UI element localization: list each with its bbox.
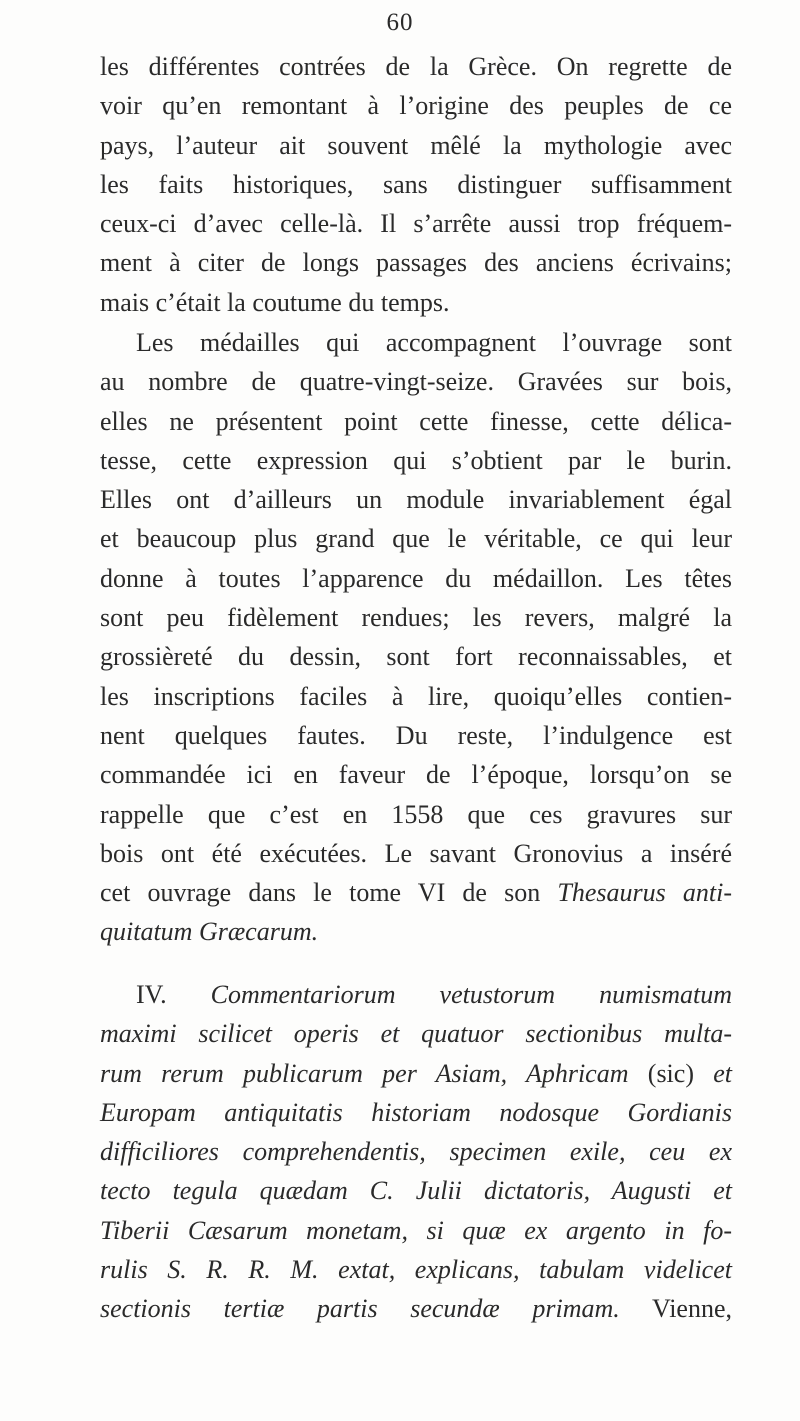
text-line: au nombre de quatre-vingt-seize. Gravées sur bois, — [100, 367, 732, 397]
italic-title: sectionis tertiæ partis secundæ primam. — [100, 1294, 620, 1324]
text-line: pays, l’auteur ait souvent mêlé la mythologie avec — [100, 130, 732, 160]
text-line: Europam antiquitatis historiam nodosque Gordianis — [100, 1097, 732, 1127]
page-number: 60 — [386, 9, 414, 36]
text-line: sont peu fidèlement rendues; les revers, malgré la — [100, 603, 732, 633]
text-line: nent quelques fautes. Du reste, l’indulgence est — [100, 720, 732, 750]
italic-title: quitatum Græcarum. — [100, 917, 319, 947]
text-line: tecto tegula quædam C. Julii dictatoris, Augusti et — [100, 1176, 732, 1206]
text-line: rappelle que c’est en 1558 que ces gravures sur — [100, 799, 732, 829]
text-line: elles ne présentent point cette finesse, cette délica- — [100, 406, 732, 436]
text-line: donne à toutes l’apparence du médaillon. Les têtes — [100, 563, 732, 593]
text-line: voir qu’en remontant à l’origine des peuples de ce — [100, 91, 732, 121]
paragraph-2 — [100, 323, 732, 952]
text-line: les faits historiques, sans distinguer suffisamment — [100, 169, 732, 199]
text-line: mais c’était la coutume du temps. — [100, 287, 450, 317]
text-line — [100, 1289, 732, 1328]
text-line: les différentes contrées de la Grèce. On regrette de — [100, 52, 732, 81]
italic-title: Commentariorum vetustorum numismatum — [210, 980, 732, 1009]
text-line: Les médailles qui accompagnent l’ouvrage sont — [136, 328, 732, 357]
text-line: et beaucoup plus grand que le véritable, ce qui leur — [100, 524, 732, 554]
text-segment: cet ouvrage dans le tome VI de son — [100, 878, 541, 908]
sic-note: (sic) — [647, 1058, 694, 1088]
text-line: ment à citer de longs passages des anciens écrivains; — [100, 248, 732, 278]
text-line — [100, 1054, 732, 1093]
paragraph-3 — [100, 975, 732, 1329]
italic-title: et — [713, 1058, 733, 1088]
text-line: difficiliores comprehendentis, specimen exile, ceu ex — [100, 1137, 732, 1167]
text-line: grossièreté du dessin, sont fort reconnaissables, et — [100, 642, 732, 672]
text-line: maximi scilicet operis et quatuor sectionibus multa- — [100, 1019, 732, 1049]
text-line: Tiberii Cæsarum monetam, si quæ ex argento in fo- — [100, 1215, 732, 1245]
text-line: commandée ici en faveur de l’époque, lorsqu’on se — [100, 760, 732, 790]
text-line: bois ont été exécutées. Le savant Gronovius a inséré — [100, 838, 732, 868]
text-line — [100, 975, 732, 1014]
italic-title: rum rerum publicarum per Asiam, Aphricam — [100, 1058, 629, 1088]
text-segment: Vienne, — [651, 1294, 733, 1324]
text-line: rulis S. R. R. M. extat, explicans, tabulam videlicet — [100, 1255, 732, 1285]
paragraph-1 — [100, 47, 732, 322]
text-line — [100, 912, 732, 951]
italic-title: Thesaurus anti- — [557, 878, 733, 908]
text-line: Elles ont d’ailleurs un module invariablement égal — [100, 485, 732, 515]
text-line: les inscriptions faciles à lire, quoiqu’elles contien- — [100, 681, 732, 711]
text-line — [100, 873, 732, 912]
text-line: ceux-ci d’avec celle-là. Il s’arrête aussi trop fréquem- — [100, 209, 732, 239]
section-number: IV. — [136, 980, 167, 1009]
text-line: tesse, cette expression qui s’obtient par le burin. — [100, 445, 732, 475]
